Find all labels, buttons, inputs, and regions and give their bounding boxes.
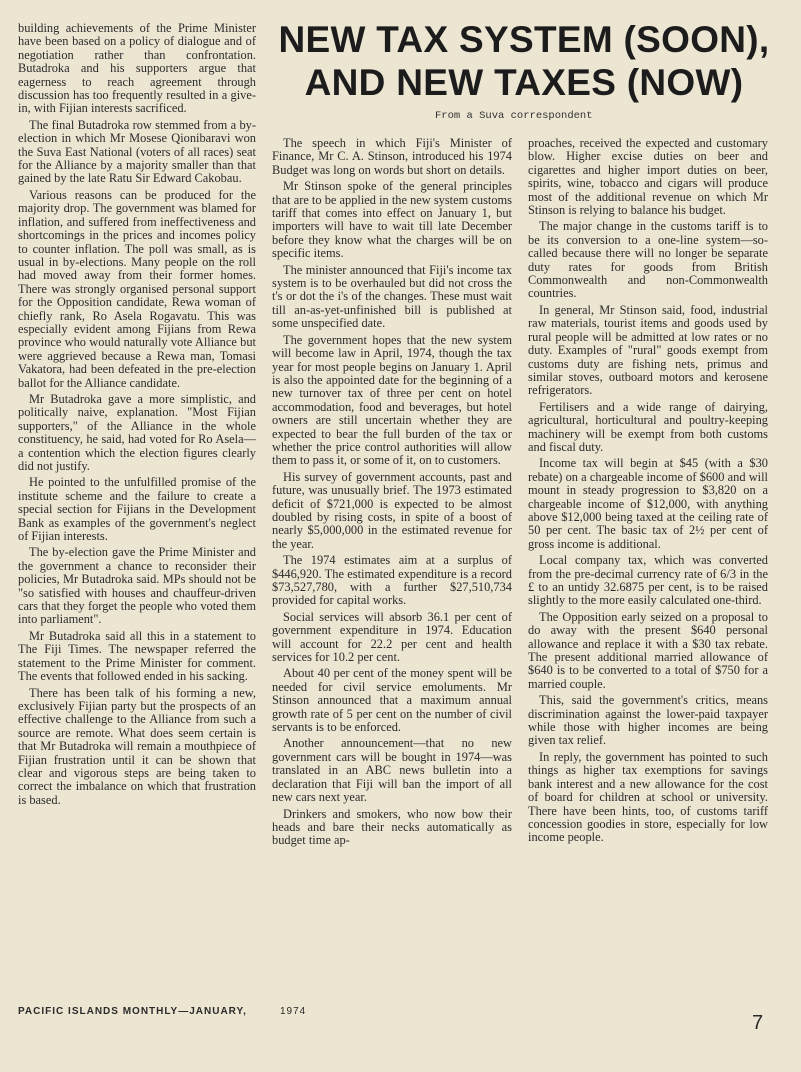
paragraph: building achievements of the Prime Minister have been based on a policy of dialogue and of negotiation rather than confrontation. Butadroka and his supporters argue that eagerness to reach agreement through discussion has too frequently resulted in a give-in, with Fijian interests sacrificed. <box>18 21 256 116</box>
byline: From a Suva correspondent <box>435 110 593 122</box>
paragraph: The final Butadroka row stemmed from a by-election in which Mr Mosese Qionibaravi won the Suva East National (voters of all races) seat for the Alliance by a majority smaller than that gained by the late Ratu Sir Edward Cakobau. <box>18 117 256 186</box>
paragraph: The minister announced that Fiji's income tax system is to be overhauled but did not cross the t's or dot the i's of the changes. These must wait till an-as-yet-unfinished bill is published at some unspecified date. <box>272 262 512 331</box>
paragraph: The 1974 estimates aim at a surplus of $446,920. The estimated expenditure is a record $73,527,780, with a further $27,510,734 provided for capital works. <box>272 553 512 608</box>
paragraph: About 40 per cent of the money spent will be needed for civil service emoluments. Mr Stinson announced that a maximum annual growth rate of 5 per cent on the number of civil servants is to be enforced. <box>272 666 512 735</box>
paragraph: Local company tax, which was converted from the pre-decimal currency rate of 6/3 in the £ to an untidy 32.6875 per cent, is to be raised slightly to the more easily calculated one-third. <box>528 553 768 608</box>
paragraph: Drinkers and smokers, who now bow their heads and bare their necks automatically as budget time ap- <box>272 806 512 848</box>
page-number: 7 <box>752 1012 764 1034</box>
paragraph: The Opposition early seized on a proposal to do away with the present $640 personal allowance and replace it with a $30 tax rebate. The present additional married allowance of $640 is to be converted to a total of $750 for a married couple. <box>528 609 768 691</box>
article-headline <box>268 18 780 104</box>
paragraph: Another announcement—that no new government cars will be bought in 1974—was translated in an ABC news bulletin into a declaration that Fiji will ban the import of all new cars next year. <box>272 736 512 805</box>
paragraph: Various reasons can be produced for the majority drop. The government was blamed for inflation, and suffered from ineffectiveness and shortcomings in the prices and incomes policy to counter inflation. The poll was small, as is usual in by-elections. Many people on the roll had moved away from their former homes. There was strongly organised personal support for the Opposition candidate, Rewa woman of chiefly rank, Ro Asela Rogavatu. This was especially evident among Fijians from Rewa province who would naturally vote Alliance but were aggrieved because a Rewa man, Tomasi Vakatora, had been defeated in the pre-election ballot for the Alliance candidate. <box>18 187 256 390</box>
paragraph: His survey of government accounts, past and future, was unusually brief. The 1973 estimated deficit of $721,000 is expected to be almost doubled by rising costs, in spite of a boost of nearly $5,000,000 in the estimated revenue for the year. <box>272 469 512 551</box>
paragraph: In general, Mr Stinson said, food, industrial raw materials, tourist items and goods used by rural people will be admitted at low rates or no duty. Examples of "rural" goods exempt from customs duty are fishing nets, primus and similar stoves, outboard motors and kerosene refrigerators. <box>528 302 768 398</box>
paragraph: Mr Stinson spoke of the general principles that are to be applied in the new system customs tariff that comes into effect on January 1, but importers will have to wait till late December before they know what the charges will be on specific items. <box>272 179 512 261</box>
headline-line-2: AND NEW TAXES (NOW) <box>304 62 744 103</box>
paragraph: The speech in which Fiji's Minister of Finance, Mr C. A. Stinson, introduced his 1974 Budget was long on words but short on details. <box>272 136 512 177</box>
paragraph: This, said the government's critics, means discrimination against the lower-paid taxpayer while those with higher incomes are being given tax relief. <box>528 693 768 748</box>
article-column-left <box>18 22 256 810</box>
paragraph: Mr Butadroka gave a more simplistic, and politically naive, explanation. "Most Fijian supporters," of the Alliance in the whole constituency, he said, had voted for Ro Asela—a contention which the election figures clearly did not justify. <box>18 391 256 473</box>
publication-name: PACIFIC ISLANDS MONTHLY—JANUARY, <box>18 1006 247 1017</box>
paragraph: proaches, received the expected and customary blow. Higher excise duties on beer and cigarettes and higher import duties on beer, spirits, wine, tobacco and cigars will produce most of the additional revenue on which Mr Stinson is relying to balance his budget. <box>528 136 768 218</box>
article-column-middle <box>272 137 512 851</box>
paragraph: Income tax will begin at $45 (with a $30 rebate) on a chargeable income of $600 and will mount in steady progression to $3,820 on a chargeable income of $12,000, with anything above $12,000 being taxed at the ceiling rate of 50 per cent. The basic tax of 2½ per cent of gross income is additional. <box>528 456 768 551</box>
paragraph: In reply, the government has pointed to such things as higher tax exemptions for savings bank interest and a new allowance for the cost of board for children at school or university. There have been hints, too, of customs tariff concession goodies in store, especially for low income people. <box>528 749 768 845</box>
article-column-right <box>528 137 768 848</box>
paragraph: There has been talk of his forming a new, exclusively Fijian party but the prospects of an effective challenge to the Alliance from such a source are remote. What does seem certain is that Mr Butadroka will remain a mouthpiece of Fijian frustration until it can be shown that clear and vigorous steps are being taken to correct the imbalance on which that frustration is based. <box>18 685 256 807</box>
paragraph: The by-election gave the Prime Minister and the government a chance to reconsider their policies, Mr Butadroka said. MPs should not be "so satisfied with houses and chauffeur-driven cars that they forget the people who voted them into parliament". <box>18 545 256 627</box>
headline-line-1: NEW TAX SYSTEM (SOON), <box>278 19 770 60</box>
paragraph: He pointed to the unfulfilled promise of the institute scheme and the failure to create a special section for Fijians in the Development Bank as examples of the government's neglect of Fijian interests. <box>18 475 256 544</box>
paragraph: Social services will absorb 36.1 per cent of government expenditure in 1974. Education will account for 22.2 per cent and health services for 10.2 per cent. <box>272 609 512 665</box>
paragraph: Fertilisers and a wide range of dairying, agricultural, horticultural and poultry-keeping machinery will be exempt from both customs and fiscal duty. <box>528 399 768 454</box>
page-footer <box>18 1006 778 1017</box>
paragraph: The government hopes that the new system will become law in April, 1974, though the tax year for most people begins on January 1. April is also the appointed date for the beginning of a new turnover tax of three per cent on hotel accommodation, food and beverages, but hotel owners are still uncertain whether they are expected to bear the full burden of the tax or whether the price control authorities will allow them to pass it, or some of it, on to customers. <box>272 332 512 468</box>
publication-year: 1974 <box>280 1006 307 1017</box>
paragraph: Mr Butadroka said all this in a statement to The Fiji Times. The newspaper referred the statement to the Prime Minister for comment. The events that followed ended in his sacking. <box>18 628 256 684</box>
paragraph: The major change in the customs tariff is to be its conversion to a one-line system—so-called because there will no longer be separate duty rates for goods from British Commonwealth and non-Commonwealth countries. <box>528 219 768 301</box>
